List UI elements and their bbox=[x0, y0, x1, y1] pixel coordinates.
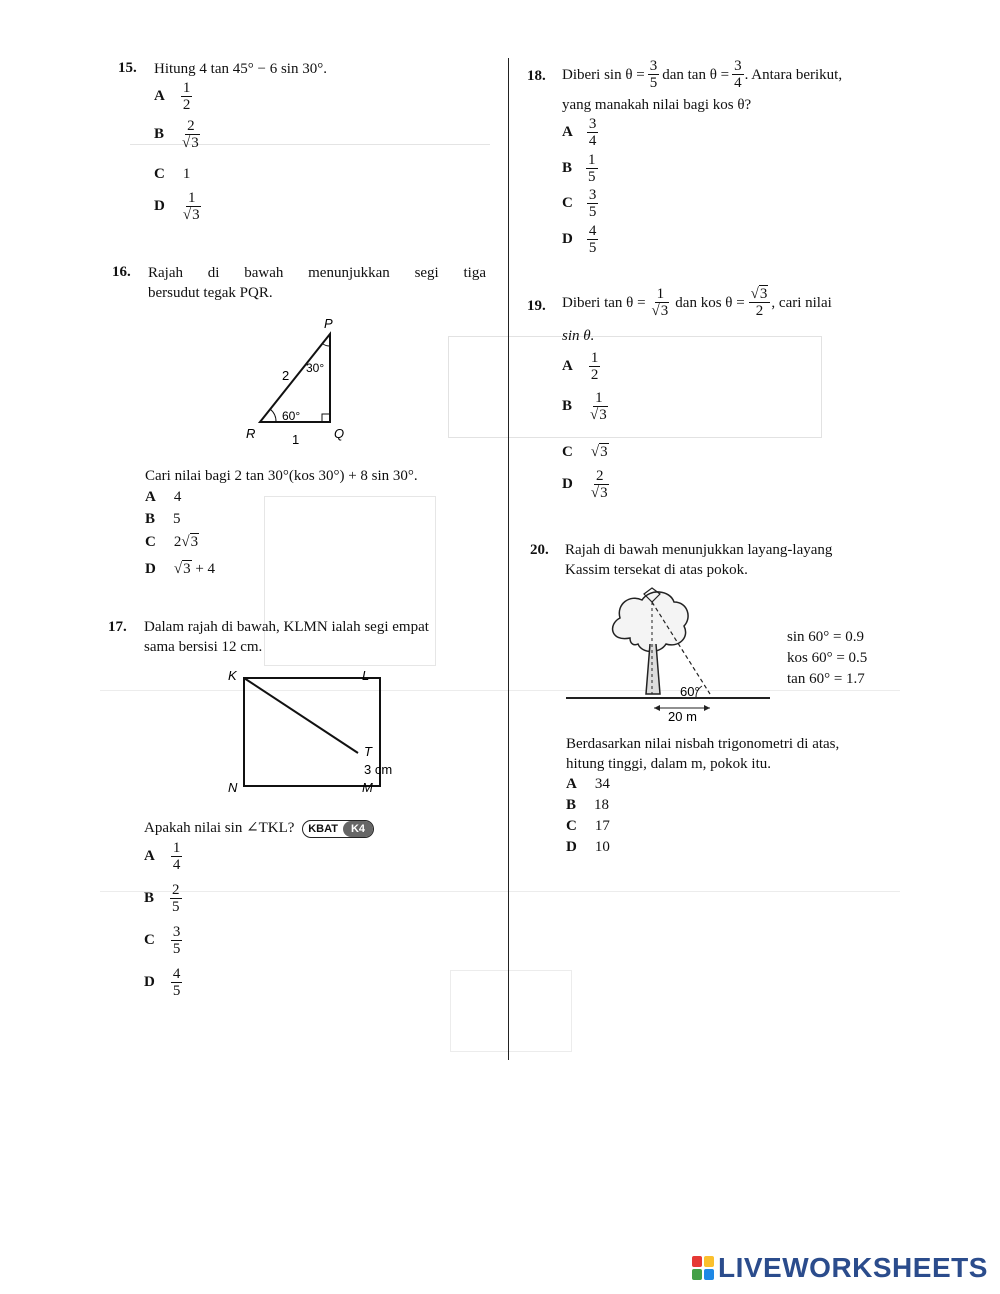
kite-tree-figure bbox=[560, 584, 780, 724]
q16-option-d[interactable]: D √3 + 4 bbox=[145, 561, 216, 577]
right-angle-mark bbox=[322, 414, 330, 422]
frac-den: 2 bbox=[755, 303, 764, 319]
frac-num: 1 bbox=[182, 80, 191, 96]
option-letter: D bbox=[562, 476, 573, 493]
frac-den: 2 bbox=[590, 367, 599, 383]
q15-number: 15. bbox=[118, 60, 137, 76]
q18-option-b[interactable] bbox=[562, 152, 598, 185]
q17-text-line1: Dalam rajah di bawah, KLMN ialah segi empat bbox=[144, 619, 429, 635]
option-letter: D bbox=[566, 839, 577, 855]
vertex-m-label: M bbox=[362, 780, 373, 795]
q20-option-c[interactable] bbox=[566, 817, 610, 835]
q19-post: , cari nilai bbox=[771, 294, 832, 311]
kbat-level: K4 bbox=[343, 821, 373, 837]
q15-option-d[interactable]: D $\frac{1}{√3}$ bbox=[154, 190, 200, 223]
trig-ratio-table bbox=[787, 627, 867, 690]
triangle-pqr-figure bbox=[240, 310, 370, 450]
q19-option-d[interactable]: D $\frac{2}{√3}$ bbox=[562, 468, 608, 501]
q19-text-line2: sin θ. bbox=[562, 328, 595, 344]
logo-square-blue bbox=[704, 1269, 714, 1280]
logo-square-green bbox=[692, 1269, 702, 1280]
radicand: 3 bbox=[600, 444, 608, 460]
frac-num: 2 bbox=[187, 118, 195, 134]
q20-number: 20. bbox=[530, 542, 549, 558]
frac-den: 4 bbox=[588, 133, 597, 149]
frac-den: 4 bbox=[734, 75, 742, 91]
suffix: + 4 bbox=[191, 561, 216, 577]
q20-question-line1: Berdasarkan nilai nisbah trigonometri di atas, bbox=[566, 736, 840, 752]
side-rq-label: 1 bbox=[292, 432, 300, 447]
option-letter: C bbox=[145, 534, 156, 550]
angle-arc-r bbox=[270, 409, 276, 422]
frac-num: 1 bbox=[595, 390, 603, 406]
q19-mid: dan kos θ = bbox=[675, 294, 745, 311]
q16-option-c[interactable]: C 2√3 bbox=[145, 534, 199, 550]
frac-num: 1 bbox=[590, 350, 599, 366]
ratio-kos: kos 60° = 0.5 bbox=[787, 650, 868, 666]
q19-text-line1: Diberi tan θ = $\frac{1}{√3}$ dan kos θ = $\frac{√3}{2}$ , cari nilai bbox=[562, 286, 832, 319]
coef: 2 bbox=[173, 534, 182, 550]
option-letter: C bbox=[562, 195, 573, 212]
logo-square-red bbox=[692, 1256, 702, 1267]
q20-option-a[interactable] bbox=[566, 775, 610, 793]
q19-pre: Diberi tan θ = bbox=[562, 294, 646, 311]
frac-num: 3 bbox=[759, 286, 768, 302]
q20-option-b[interactable] bbox=[566, 796, 609, 814]
segment-tm-label: 3 cm bbox=[364, 762, 393, 777]
q20-question-line2: hitung tinggi, dalam m, pokok itu. bbox=[566, 756, 771, 772]
vertex-q-label: Q bbox=[334, 426, 345, 441]
option-value: 34 bbox=[594, 776, 610, 792]
kbat-badge bbox=[302, 820, 374, 838]
option-letter: D bbox=[144, 974, 155, 991]
option-letter: A bbox=[154, 88, 165, 105]
q18-mid: dan tan θ = bbox=[662, 66, 730, 83]
option-letter: C bbox=[562, 444, 573, 460]
q20-text-line2: Kassim tersekat di atas pokok. bbox=[565, 562, 748, 578]
frac-num: 3 bbox=[649, 58, 658, 74]
frac-den: 5 bbox=[172, 899, 180, 915]
q16-option-b[interactable] bbox=[145, 510, 181, 528]
radicand: 3 bbox=[190, 534, 199, 550]
q18-text-line1 bbox=[562, 58, 842, 91]
q16-text-line1: Rajah di bawah menunjukkan segi tiga bbox=[148, 265, 486, 281]
option-value: 4 bbox=[173, 489, 182, 505]
frac-num: 3 bbox=[734, 58, 742, 74]
distance-label: 20 m bbox=[668, 709, 697, 724]
q19-option-c[interactable]: C √3 bbox=[562, 444, 608, 460]
q15-option-c[interactable] bbox=[154, 165, 190, 183]
frac-den: 5 bbox=[588, 204, 597, 220]
option-letter: C bbox=[566, 818, 577, 834]
frac-num: 4 bbox=[588, 223, 597, 239]
point-t-label: T bbox=[364, 744, 372, 759]
vertex-p-label: P bbox=[324, 316, 333, 331]
option-letter: B bbox=[145, 511, 156, 527]
frac-num: 1 bbox=[187, 190, 196, 206]
arrowhead-right bbox=[704, 705, 710, 711]
square-klmn-figure bbox=[222, 666, 412, 800]
q18-text-line2: yang manakah nilai bagi kos θ? bbox=[562, 97, 752, 113]
angle-r-label: 60° bbox=[282, 409, 301, 423]
option-letter: B bbox=[154, 126, 165, 143]
vertex-n-label: N bbox=[228, 780, 238, 795]
q17-option-b[interactable] bbox=[144, 882, 182, 915]
frac-den: 3 bbox=[192, 207, 200, 223]
q16-question: Cari nilai bagi 2 tan 30°(kos 30°) + 8 sin 30°. bbox=[145, 468, 418, 484]
option-letter: A bbox=[144, 848, 155, 865]
arrowhead-left bbox=[654, 705, 660, 711]
frac-den: 2 bbox=[182, 97, 191, 113]
option-letter: C bbox=[154, 166, 165, 182]
frac-num: 1 bbox=[588, 152, 596, 168]
option-value: 10 bbox=[594, 839, 610, 855]
frac-num: 2 bbox=[172, 882, 180, 898]
option-letter: C bbox=[144, 932, 155, 949]
q15-option-a[interactable] bbox=[154, 80, 192, 113]
frac-den: 5 bbox=[172, 941, 181, 957]
option-letter: A bbox=[145, 489, 156, 505]
option-letter: A bbox=[562, 358, 573, 375]
vertex-l-label: L bbox=[362, 668, 370, 683]
option-letter: A bbox=[566, 776, 577, 792]
frac-den: 5 bbox=[649, 75, 658, 91]
frac-num: 1 bbox=[172, 840, 181, 856]
frac-num: 3 bbox=[588, 116, 597, 132]
square-klmn bbox=[244, 678, 380, 786]
frac-den: 5 bbox=[172, 983, 181, 999]
q18-option-a[interactable] bbox=[562, 116, 598, 149]
frac-num: 4 bbox=[172, 966, 181, 982]
option-letter: A bbox=[562, 124, 573, 141]
column-divider bbox=[508, 58, 509, 1060]
option-value: 18 bbox=[594, 797, 610, 813]
q19-number: 19. bbox=[527, 298, 546, 314]
frac-num: 3 bbox=[172, 924, 181, 940]
q17-option-a[interactable] bbox=[144, 840, 182, 873]
frac-den: 5 bbox=[588, 169, 596, 185]
option-letter: B bbox=[566, 797, 577, 813]
q20-option-d[interactable] bbox=[566, 838, 610, 856]
option-letter: B bbox=[562, 398, 573, 415]
frac-den: 3 bbox=[600, 485, 608, 501]
liveworksheets-logo[interactable] bbox=[692, 1252, 988, 1284]
q20-text-line1: Rajah di bawah menunjukkan layang-layang bbox=[565, 542, 833, 558]
option-value: 1 bbox=[182, 166, 191, 182]
option-letter: D bbox=[154, 198, 165, 215]
frac-num: 1 bbox=[656, 286, 665, 302]
segment-kt bbox=[244, 678, 358, 753]
q17-text-line2: sama bersisi 12 cm. bbox=[144, 639, 263, 655]
q17-number: 17. bbox=[108, 619, 127, 635]
q19-option-a[interactable] bbox=[562, 350, 600, 383]
ratio-tan: tan 60° = 1.7 bbox=[787, 671, 865, 687]
liveworksheets-icon bbox=[692, 1256, 714, 1280]
vertex-k-label: K bbox=[228, 668, 237, 683]
q18-pre: Diberi sin θ = bbox=[562, 66, 645, 83]
q16-option-a[interactable] bbox=[145, 488, 181, 506]
frac-den: 4 bbox=[172, 857, 181, 873]
q17-option-c[interactable] bbox=[144, 924, 182, 957]
q18-option-d[interactable] bbox=[562, 223, 598, 256]
q17-question: Apakah nilai sin ∠TKL? bbox=[144, 820, 295, 836]
q18-option-c[interactable] bbox=[562, 187, 598, 220]
q16-number: 16. bbox=[112, 264, 131, 280]
radicand: 3 bbox=[183, 561, 191, 577]
angle-p-label: 30° bbox=[306, 361, 325, 375]
frac-num: 3 bbox=[588, 187, 597, 203]
q19-option-b[interactable]: B $\frac{1}{√3}$ bbox=[562, 390, 607, 423]
option-letter: D bbox=[562, 231, 573, 248]
angle-arc-p bbox=[323, 344, 330, 346]
q15-text: Hitung 4 tan 45° − 6 sin 30°. bbox=[154, 61, 327, 77]
q16-text-line2: bersudut tegak PQR. bbox=[148, 285, 273, 301]
liveworksheets-wordmark: LIVEWORKSHEETS bbox=[718, 1252, 988, 1283]
option-value: 5 bbox=[173, 511, 181, 527]
frac-den: 3 bbox=[599, 407, 607, 423]
ratio-sin: sin 60° = 0.9 bbox=[787, 629, 864, 645]
option-letter: B bbox=[144, 890, 155, 907]
vertex-r-label: R bbox=[246, 426, 256, 441]
side-pr-label: 2 bbox=[282, 368, 290, 383]
logo-square-yellow bbox=[704, 1256, 714, 1267]
frac-den: 3 bbox=[191, 135, 199, 151]
q15-option-b[interactable]: B $\frac{2}{√3}$ bbox=[154, 118, 199, 151]
q18-number: 18. bbox=[527, 68, 546, 84]
q17-option-d[interactable] bbox=[144, 966, 182, 999]
q17-question-row bbox=[144, 818, 374, 838]
angle-label: 60° bbox=[680, 684, 700, 699]
frac-num: 2 bbox=[595, 468, 604, 484]
option-letter: D bbox=[145, 561, 156, 577]
option-value: 17 bbox=[594, 818, 610, 834]
option-letter: B bbox=[562, 160, 573, 177]
q18-post: . Antara berikut, bbox=[744, 66, 843, 83]
frac-den: 5 bbox=[588, 240, 597, 256]
frac-den: 3 bbox=[660, 303, 669, 319]
kbat-label: KBAT bbox=[308, 822, 338, 835]
